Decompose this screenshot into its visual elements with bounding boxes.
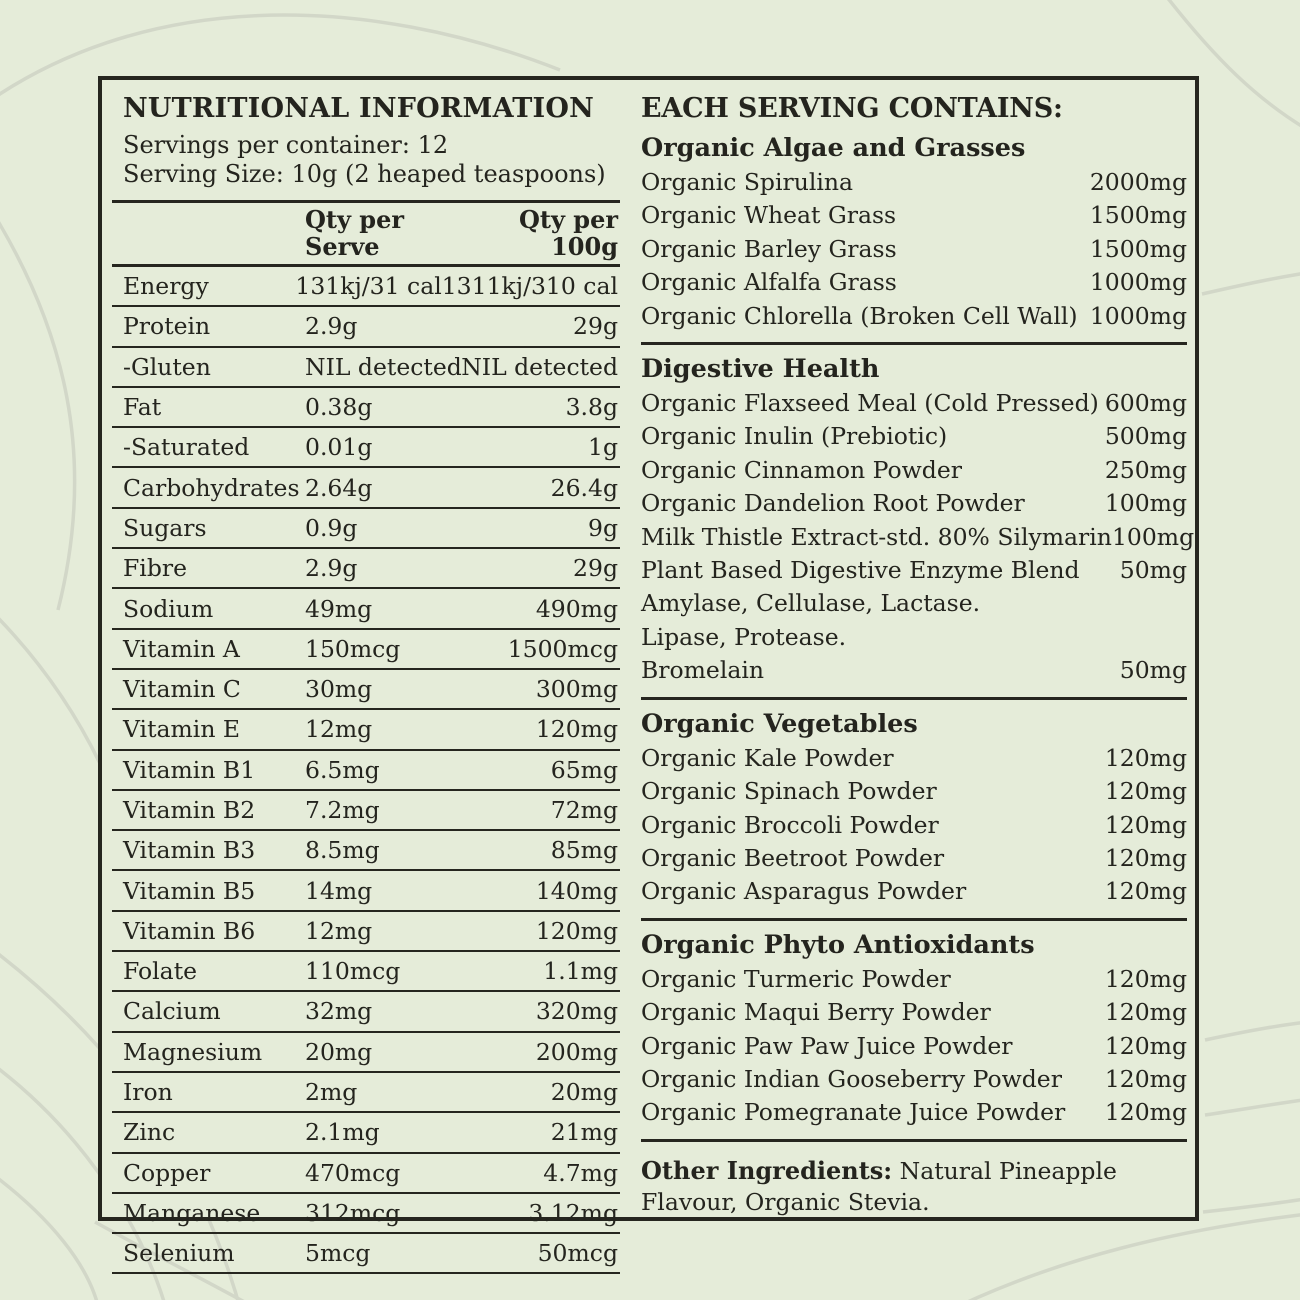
table-row [112,670,620,710]
qty-per-100g-value: 200mg [535,1037,618,1066]
ingredient-item [641,654,1187,687]
ingredient-name: Organic Pomegranate Juice Powder [641,1098,1066,1127]
ingredient-item [641,521,1195,554]
ingredient-item [641,1063,1187,1096]
ingredient-name: Organic Wheat Grass [641,201,897,230]
ingredient-name: Organic Broccoli Powder [641,810,939,839]
ingredient-amount: 120mg [1104,998,1187,1027]
qty-per-serve-value: 2.64g [305,473,373,502]
ingredient-item [641,842,1187,875]
other-ingredients [641,1155,1187,1218]
qty-per-serve-value: 14mg [305,876,373,905]
other-ingredients-text: Natural Pineapple Flavour, Organic Stevia. [641,1156,1117,1216]
qty-per-100g-line1: Qty per [519,205,618,234]
ingredient-amount: 120mg [1104,877,1187,906]
table-row [112,1194,620,1234]
ingredient-item [641,963,1187,996]
table-row [112,468,620,508]
ingredient-item [641,487,1187,520]
table-row [112,348,620,388]
nutrient-name: Folate [123,957,198,986]
nutrition-label-panel [98,76,1199,1268]
table-row [112,388,620,428]
nutrient-name: Vitamin B6 [123,916,256,945]
qty-per-100g-value: 1500mcg [507,634,618,663]
qty-per-serve-value: 20mg [305,1037,373,1066]
table-row [112,912,620,952]
qty-per-100g-value: 3.8g [565,393,618,422]
table-row [112,791,620,831]
qty-per-100g-value: 85mg [550,836,618,865]
ingredient-name: Organic Chlorella (Broken Cell Wall) [641,301,1078,330]
qty-per-serve-value: 8.5mg [305,836,380,865]
nutrient-name: Energy [123,272,209,301]
qty-per-100g-value: 29g [573,554,618,583]
qty-per-serve-value: 12mg [305,715,373,744]
nutrient-name: Fibre [123,554,188,583]
ingredient-amount: 120mg [1104,1031,1187,1060]
qty-per-serve-line2: Serve [305,232,380,261]
qty-per-serve-value: NIL detected [305,352,462,381]
ingredient-amount: 120mg [1104,777,1187,806]
nutrient-name: -Saturated [123,433,250,462]
section-separator [641,342,1187,345]
qty-per-serve-value: 2.9g [305,554,358,583]
ingredient-item [641,809,1187,842]
qty-per-serve-value: 150mcg [305,634,401,663]
table-row [112,1234,620,1274]
ingredient-amount: 120mg [1104,843,1187,872]
nutrient-name: Sugars [123,513,207,542]
qty-per-100g-value: 29g [573,312,618,341]
qty-per-100g-value: 50mcg [537,1239,618,1268]
ingredient-name: Organic Turmeric Powder [641,964,951,993]
ingredient-name: Organic Spirulina [641,168,854,196]
ingredient-item [641,387,1187,420]
nutrient-name: Sodium [123,594,214,623]
qty-per-100g-value: 140mg [535,876,618,905]
ingredient-name: Bromelain [641,656,765,685]
qty-per-100g-value: 4.7mg [543,1158,618,1187]
ingredient-name: Organic Inulin (Prebiotic) [641,422,948,451]
qty-per-serve-value: 12mg [305,916,373,945]
ingredient-name: Organic Indian Gooseberry Powder [641,1064,1062,1093]
nutrient-name: Iron [123,1078,173,1107]
nutrition-table-header [112,200,620,267]
table-row [112,831,620,871]
each-serving-contains-title: EACH SERVING CONTAINS: [641,93,1063,124]
table-row [112,710,620,750]
table-row [112,1073,620,1113]
qty-per-serve-value: 2.9g [305,312,358,341]
nutrient-name: Copper [123,1158,211,1187]
nutrient-name: Manganese [123,1198,261,1227]
table-row [112,630,620,670]
ingredient-sections [641,133,1195,1142]
qty-per-100g-value: 3.12mg [528,1198,618,1227]
section-separator [641,697,1187,700]
ingredient-amount: 120mg [1104,810,1187,839]
qty-per-100g-value: 72mg [550,796,618,824]
qty-per-serve-value: 6.5mg [305,755,380,784]
table-row [112,992,620,1032]
ingredient-amount: 1000mg [1089,301,1187,330]
ingredient-item [641,199,1187,232]
servings-info [123,131,620,189]
table-row [112,428,620,468]
qty-per-serve-value: 110mcg [305,957,401,986]
qty-per-serve-value: 2.1mg [305,1118,380,1147]
nutrition-table [112,200,620,1274]
table-row [112,267,620,307]
ingredient-amount: 1500mg [1089,201,1187,230]
ingredient-name: Organic Cinnamon Powder [641,455,962,484]
qty-per-serve-header [305,206,455,260]
nutrition-table-rows [112,267,620,1274]
header-spacer [112,206,305,260]
section-separator [641,918,1187,921]
ingredient-item [641,233,1187,266]
ingredient-name: Organic Beetroot Powder [641,843,945,872]
qty-per-100g-value: 320mg [535,997,618,1026]
qty-per-serve-value: 470mcg [305,1158,401,1187]
qty-per-serve-line1: Qty per [305,205,404,234]
section-separator [641,1139,1187,1142]
ingredient-name: Organic Maqui Berry Powder [641,998,991,1027]
qty-per-serve-value: 2mg [305,1078,358,1107]
section-heading: Digestive Health [641,354,880,385]
qty-per-serve-value: 5mcg [305,1239,371,1268]
qty-per-100g-value: 1.1mg [543,957,618,986]
nutrient-name: Magnesium [123,1037,263,1066]
serving-size: Serving Size: 10g (2 heaped teaspoons) [123,160,606,188]
qty-per-100g-value: 490mg [535,594,618,623]
nutrient-name: -Gluten [123,352,211,381]
ingredient-amount: 2000mg [1089,168,1187,196]
nutritional-information-column [112,80,620,1274]
ingredient-item [641,454,1187,487]
ingredient-amount: 120mg [1104,964,1187,993]
ingredient-amount: 120mg [1104,1064,1187,1093]
table-row [112,549,620,589]
ingredient-name: Organic Flaxseed Meal (Cold Pressed) [641,389,1099,418]
qty-per-serve-value: 0.01g [305,433,373,462]
ingredient-item [641,621,1187,654]
ingredient-name: Amylase, Cellulase, Lactase. [641,589,981,618]
qty-per-serve-value: 0.9g [305,513,358,542]
ingredient-item [641,742,1187,775]
ingredient-name: Organic Asparagus Powder [641,877,967,906]
nutritional-information-title: NUTRITIONAL INFORMATION [123,93,594,124]
ingredient-item [641,266,1187,299]
nutrient-name: Zinc [123,1118,176,1147]
ingredient-name: Organic Kale Powder [641,743,894,772]
qty-per-100g-value: 120mg [535,916,618,945]
ingredient-name: Organic Paw Paw Juice Powder [641,1031,1013,1060]
ingredient-amount: 50mg [1119,656,1187,685]
nutrient-name: Vitamin B3 [123,836,256,865]
nutrient-name: Vitamin B2 [123,796,256,824]
qty-per-100g-value: 20mg [550,1078,618,1107]
ingredient-amount: 120mg [1104,743,1187,772]
table-row [112,952,620,992]
qty-per-100g-line2: 100g [551,232,618,261]
qty-per-serve-value: 32mg [305,997,373,1026]
nutrient-name: Carbohydrates [123,473,300,502]
nutrient-name: Vitamin B5 [123,876,256,905]
nutrient-name: Vitamin C [123,675,241,704]
ingredient-amount: 1000mg [1089,268,1187,297]
table-row [112,509,620,549]
qty-per-100g-value: 1311kj/310 cal [441,272,618,301]
ingredient-name: Lipase, Protease. [641,622,847,651]
qty-per-100g-value: 9g [588,513,618,542]
ingredient-amount: 500mg [1104,422,1187,451]
each-serving-contains-column [641,80,1195,1218]
nutrient-name: Vitamin A [123,634,240,663]
ingredient-amount: 50mg [1119,556,1187,585]
nutrient-name: Fat [123,393,162,422]
ingredient-amount: 120mg [1104,1098,1187,1127]
section-heading: Organic Phyto Antioxidants [641,929,1035,960]
qty-per-100g-value: 65mg [550,755,618,784]
ingredient-name: Organic Spinach Powder [641,777,937,806]
table-row [112,751,620,791]
section-heading: Organic Vegetables [641,708,918,739]
qty-per-100g-value: 21mg [550,1118,618,1147]
table-row [112,1113,620,1153]
ingredient-name: Plant Based Digestive Enzyme Blend [641,556,1080,585]
ingredient-item [641,554,1187,587]
qty-per-serve-value: 0.38g [305,393,373,422]
ingredient-item [641,587,1187,620]
ingredient-item [641,875,1187,908]
qty-per-100g-value: 300mg [535,675,618,704]
qty-per-serve-value: 131kj/31 cal [295,272,442,301]
section-heading: Organic Algae and Grasses [641,133,1026,163]
ingredient-amount: 100mg [1111,522,1195,551]
qty-per-100g-value: 26.4g [550,473,618,502]
qty-per-serve-value: 7.2mg [305,796,380,824]
ingredient-amount: 100mg [1104,489,1187,518]
ingredient-item [641,1096,1187,1129]
ingredient-name: Organic Dandelion Root Powder [641,489,1025,518]
qty-per-100g-value: NIL detected [461,352,618,381]
ingredient-name: Organic Alfalfa Grass [641,268,897,297]
table-row [112,589,620,629]
table-row [112,1033,620,1073]
ingredient-item [641,420,1187,453]
qty-per-serve-value: 30mg [305,675,373,704]
ingredient-name: Organic Barley Grass [641,234,897,263]
qty-per-serve-value: 49mg [305,594,373,623]
ingredient-amount: 1500mg [1089,234,1187,263]
table-row [112,871,620,911]
ingredient-item [641,1030,1187,1063]
nutrient-name: Vitamin B1 [123,755,256,784]
nutrient-name: Selenium [123,1239,235,1268]
ingredient-amount: 250mg [1104,455,1187,484]
qty-per-100g-value: 120mg [535,715,618,744]
ingredient-item [641,996,1187,1029]
nutrient-name: Protein [123,312,211,341]
qty-per-100g-value: 1g [588,433,618,462]
table-row [112,307,620,347]
table-row [112,1154,620,1194]
ingredient-amount: 600mg [1104,389,1187,418]
qty-per-serve-value: 312mcg [305,1198,401,1227]
ingredient-item [641,166,1187,199]
servings-per-container: Servings per container: 12 [123,131,449,159]
ingredient-item [641,300,1187,333]
nutrient-name: Calcium [123,997,221,1026]
ingredient-item [641,775,1187,808]
nutrient-name: Vitamin E [123,715,241,744]
other-ingredients-label: Other Ingredients: [641,1155,893,1185]
ingredient-name: Milk Thistle Extract-std. 80% Silymarin [641,522,1112,551]
qty-per-100g-header [455,206,620,260]
